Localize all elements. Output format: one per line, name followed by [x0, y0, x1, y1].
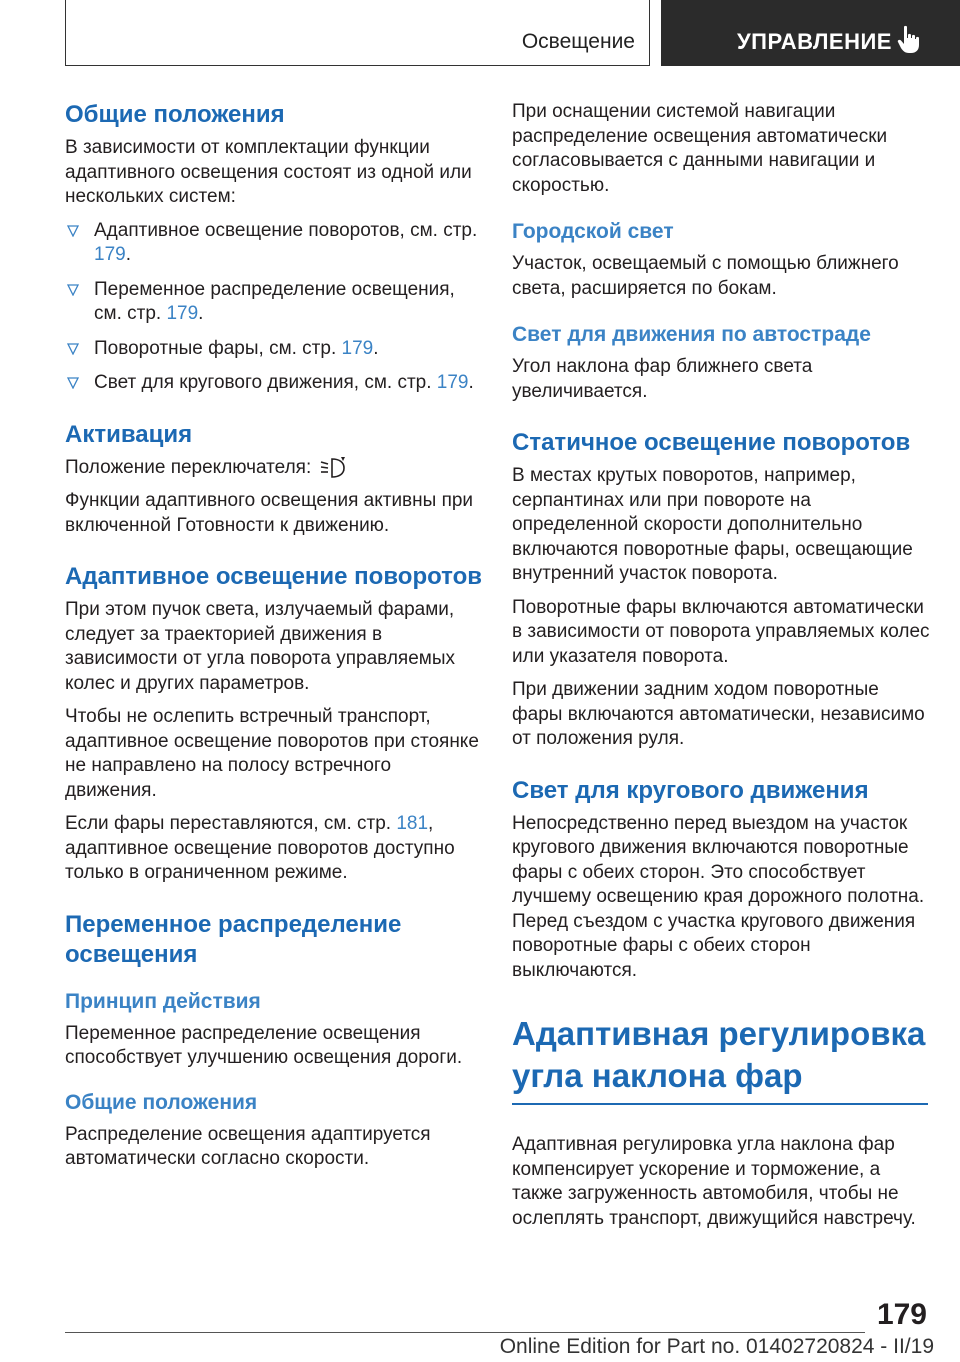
static-p1: В местах крутых поворотов, например, серпантинах или при повороте на определенной скорости дополнительно включаются поворотные фары, освещающие внутренний участок поворота.: [512, 465, 913, 584]
left-column: [65, 100, 483, 1181]
header-section-label: Освещение: [521, 30, 635, 53]
bullet-triangle-icon: [67, 343, 79, 355]
bullet-triangle-icon: [67, 377, 79, 389]
auto-headlight-switch-icon: [319, 456, 349, 480]
nav-text: При оснащении системой навигации распределение освещения автоматически согласовывается с данными навигации и скоростью.: [512, 101, 888, 196]
list-item: Поворотные фары, см. стр. 179.: [65, 337, 483, 362]
page-link[interactable]: 179: [166, 303, 199, 324]
bullet-triangle-icon: [67, 225, 79, 237]
variable-title: Переменное распределение освещения: [65, 910, 402, 968]
static-title: Статичное освещение поворотов: [512, 429, 911, 456]
variable-section: [65, 910, 483, 1172]
variable-general-title: Общие положения: [65, 1090, 258, 1114]
bullet-triangle-icon: [67, 284, 79, 296]
variable-general-text: Распределение освещения адаптируется автоматически согласно скорости.: [65, 1123, 431, 1170]
header-chapter-box: [661, 0, 960, 66]
list-item: Адаптивное освещение поворотов, см. стр. 179.: [65, 219, 483, 268]
footer-edition: Online Edition for Part no. 01402720824 - II/19: [499, 1335, 934, 1358]
leveling-section: [512, 1013, 930, 1231]
header-section-box: [65, 0, 650, 66]
page-link[interactable]: 179: [94, 244, 126, 265]
leveling-title: Адаптивная регулировка угла наклона фар: [512, 1015, 926, 1094]
static-section: [512, 428, 930, 752]
highway-text: Угол наклона фар ближнего света увеличивается.: [512, 356, 813, 402]
leveling-text: Адаптивная регулировка угла наклона фар компенсирует ускорение и торможение, а также загруженность автомобиля, чтобы не ослеплять транспорт, движущийся навстречу.: [512, 1134, 916, 1229]
page-link[interactable]: 179: [436, 372, 469, 393]
activation-title: Активация: [65, 420, 193, 448]
adaptive-p2: Чтобы не ослепить встречный транспорт, адаптивное освещение поворотов при стоянке не направлено на полосу встречного движения.: [65, 706, 479, 801]
page-link[interactable]: 179: [341, 337, 374, 359]
adaptive-section: [65, 562, 483, 886]
activation-text: Функции адаптивного освещения активны при включенной Готовности к движению.: [65, 490, 474, 536]
adaptive-p1: При этом пучок света, излучаемый фарами, следует за траекторией движения в зависимости от угла поворота управляемых колес и других параметров.: [65, 599, 455, 694]
principle-text: Переменное распределение освещения способствует улучшению освещения дороги.: [65, 1022, 463, 1069]
right-column: [512, 100, 930, 1240]
list-item: Свет для кругового движения, см. стр. 179.: [65, 371, 483, 396]
city-text: Участок, освещаемый с помощью ближнего света, расширяется по бокам.: [512, 253, 899, 299]
general-bullet-list: [65, 219, 483, 396]
static-p3: При движении задним ходом поворотные фары включаются автоматически, независимо от положения руля.: [512, 679, 925, 749]
city-section: [512, 218, 930, 301]
general-title: Общие положения: [65, 101, 285, 128]
activation-section: [65, 420, 483, 539]
highway-title: Свет для движения по автостраде: [512, 323, 871, 346]
adaptive-p3: Если фары переставляются, см. стр. 181, адаптивное освещение поворотов доступно только в ограниченном режиме.: [65, 813, 455, 884]
adaptive-title: Адаптивное освещение поворотов: [65, 563, 483, 591]
principle-title: Принцип действия: [65, 989, 261, 1013]
header-chapter-label: УПРАВЛЕНИЕ: [737, 29, 892, 54]
general-intro: В зависимости от комплектации функции адаптивного освещения состоят из одной или нескольких систем:: [65, 137, 472, 207]
city-title: Городской свет: [512, 220, 674, 243]
activation-switch-line: Положение переключателя:: [65, 456, 483, 481]
highway-section: [512, 321, 930, 404]
section-divider: [512, 1103, 928, 1105]
page-number: 179: [876, 1298, 927, 1331]
roundabout-p1: Непосредственно перед выездом на участок кругового движения включаются поворотные фары с обеих сторон. Это способствует лучшему освещению края дорожного полотна. Перед съездом с участка кругового движения поворотные фары с обеих сторон выключаются.: [512, 812, 925, 981]
static-p2: Поворотные фары включаются автоматически в зависимости от поворота управляемых колес или указателя поворота.: [512, 596, 930, 667]
footer-divider: [65, 1332, 865, 1333]
roundabout-title: Свет для кругового движения: [512, 776, 869, 804]
hand-pointer-icon: [895, 24, 925, 56]
list-item: Переменное распределение освещения, см. стр. 179.: [65, 278, 483, 327]
page-link[interactable]: 181: [396, 813, 429, 835]
roundabout-section: [512, 776, 930, 984]
